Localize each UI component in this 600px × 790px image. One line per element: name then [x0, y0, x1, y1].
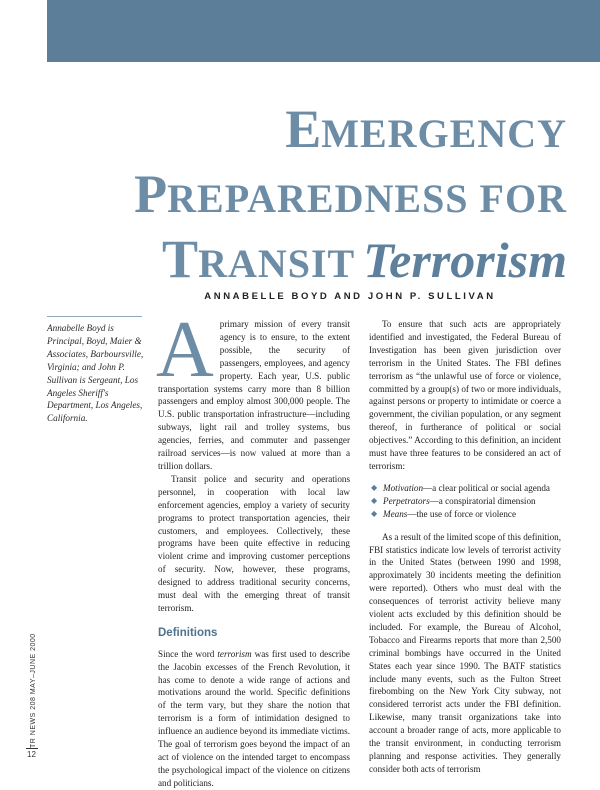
title-initial: T: [162, 229, 199, 289]
list-text: —a clear political or social agenda: [423, 482, 550, 493]
journal-name: TR NEWS 208 MAY–JUNE 2000: [30, 633, 37, 748]
paragraph: As a result of the limited scope of this definition, FBI statistics indicate low levels of terrorist activity in the United States (between 1990 and 1998, approximately 30 incidents meeting the definition were reported). Others who must deal with the consequences of terrorist activity believe many violent acts excluded by this definition should be included. For example, the Bureau of Alcohol, Tobacco and Firearms reports that more than 2,500 criminal bombings have occurred in the United States each year since 1990. The BATF statistics include many events, such as the Fulton Street firebombing on the New York City subway, not considered terrorist acts under the FBI definition. Likewise, many transit organizations take into account a broader range of acts, more applicable to the transit environment, in conducting terrorism planning and response activities. They generally consider both acts of terrorism: [369, 531, 561, 774]
journal-footer: [26, 618, 40, 748]
title-initial: P: [134, 164, 168, 224]
diamond-bullet-icon: ◆: [371, 508, 378, 518]
header-color-band: [47, 0, 600, 62]
paragraph: Transit police and security and operations personnel, in cooperation with local law enforcement agencies, employ a variety of security programs to protect transportation agencies, their customers, and employees. Collectively, these programs have been quite effective in reducing violent crime and improving customer perceptions of security. Now, however, these programs, designed to address traditional security concerns, must deal with the emerging threat of transit terrorism.: [158, 473, 350, 613]
diamond-bullet-icon: ◆: [371, 495, 378, 505]
section-heading-definitions: Definitions: [158, 626, 218, 639]
criteria-list: [369, 482, 561, 521]
list-term: Motivation: [383, 482, 424, 493]
list-text: —the use of force or violence: [407, 508, 517, 519]
body-column-1: [156, 306, 350, 790]
page-number: 12: [27, 750, 36, 759]
paragraph-text: Since the word: [158, 648, 218, 659]
author-byline: ANNABELLE BOYD AND JOHN P. SULLIVAN: [204, 291, 496, 302]
title-word: REPAREDNESS FOR: [167, 176, 567, 221]
paragraph-text: was first used to describe the Jacobin excesses of the French Revolution, it has come to denote a wide range of actions and motivations around the world. Specific definitions of the term vary, but they share the notion that terrorism is a form of intimidation designed to influence an audience beyond its immediate victims. The goal of terrorism goes beyond the impact of an act of violence on the intended target to encompass the psychological impact of the violence on citizens and politicians.: [158, 648, 350, 788]
paragraph-text: primary mission of every transit agency is to ensure, to the extent possible, the security of passengers, employees, and agency property. Each year, U.S. public transportation systems carry more than 8 billion passengers and employ almost 300,000 people. The U.S. public transportation infrastructure—including subways, light rail and trolley systems, bus agencies, ferries, and commuter and passenger railroad services—is now valued at more than a trillion dollars.: [158, 319, 350, 471]
diamond-bullet-icon: ◆: [371, 482, 378, 492]
body-column-2: [369, 318, 561, 776]
intro-paragraph: [156, 306, 350, 473]
list-term: Perpetrators: [383, 495, 430, 506]
drop-cap: A: [156, 306, 214, 394]
italic-term: terrorism: [217, 648, 252, 659]
list-item: [369, 482, 561, 495]
list-text: —a conspiratorial dimension: [429, 495, 536, 506]
bio-text: is Sergeant, Los Angeles Sheriff's Department, Los Angeles, California.: [47, 374, 143, 424]
list-item: [369, 508, 561, 521]
paragraph: To ensure that such acts are appropriately identified and investigated, the Federal Bureau of Investigation has been given jurisdiction over terrorism in the United States. The FBI defines terrorism as “the unlawful use of force or violence, committed by a group(s) of two or more individuals, against persons or property to intimidate or coerce a government, the civilian population, or any segment thereof, in furtherance of political or social objectives.” According to this definition, an incident must have three features to be considered an act of terrorism:: [369, 319, 561, 471]
list-item: [369, 495, 561, 508]
title-word: RANSIT: [198, 241, 356, 286]
article-title: [47, 100, 567, 295]
title-initial: E: [285, 99, 322, 159]
bio-author-name: Annabelle Boyd: [47, 323, 106, 333]
title-word: MERGENCY: [321, 111, 567, 156]
sidebar-divider: [47, 316, 142, 317]
list-term: Means: [383, 508, 408, 519]
bio-text: is Principal, Boyd, Maier & Associates, Barboursville, Virginia; and: [47, 323, 144, 372]
page-number-rule: [26, 748, 38, 749]
author-bio: [47, 322, 145, 425]
title-italic-word: Terrorism: [363, 232, 567, 288]
bio-author-name: John P. Sullivan: [47, 361, 125, 385]
paragraph: [158, 648, 350, 790]
